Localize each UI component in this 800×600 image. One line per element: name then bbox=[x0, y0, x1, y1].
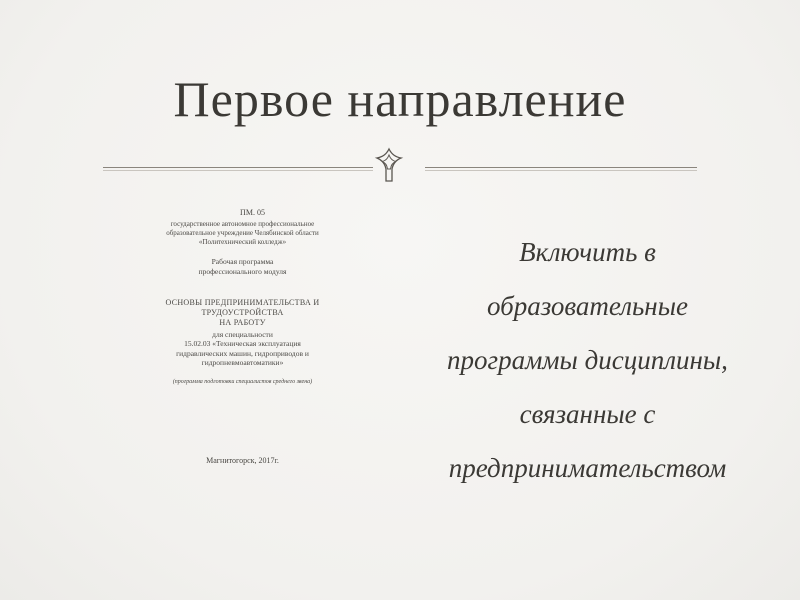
module-line: ТРУДОУСТРОЙСТВА bbox=[201, 308, 284, 317]
spec-line: 15.02.03 «Техническая эксплуатация bbox=[184, 339, 301, 349]
divider-right bbox=[425, 167, 697, 168]
recommendation-text bbox=[405, 225, 770, 495]
recommendation-line: образовательные bbox=[487, 291, 688, 321]
module-line: НА РАБОТУ bbox=[219, 318, 266, 327]
module-line: ОСНОВЫ ПРЕДПРИНИМАТЕЛЬСТВА И bbox=[165, 298, 320, 307]
recommendation-line: связанные с bbox=[519, 399, 656, 429]
recommendation-line: предпринимательством bbox=[448, 453, 727, 483]
recommendation-line: Включить в bbox=[519, 237, 656, 267]
module-title bbox=[105, 298, 380, 328]
divider-left bbox=[103, 167, 373, 168]
org-line: образовательное учреждение Челябинской области bbox=[166, 228, 319, 237]
program-line: Рабочая программа bbox=[211, 257, 274, 267]
spec-line: гидравлических машин, гидроприводов и bbox=[176, 348, 309, 358]
recommendation-line: программы дисциплины, bbox=[447, 345, 728, 375]
organization-text bbox=[105, 220, 380, 246]
city-year: Магнитогорск, 2017г. bbox=[206, 456, 279, 465]
program-note: (программа подготовки специалистов среднего звена) bbox=[172, 378, 313, 385]
org-line: государственное автономное профессиональное bbox=[170, 220, 315, 228]
specialty-text bbox=[105, 330, 380, 368]
ornament-icon bbox=[374, 145, 404, 185]
org-line: «Политехнический колледж» bbox=[198, 237, 287, 246]
document-thumbnail bbox=[105, 208, 380, 466]
spec-line: гидропневмоавтоматики» bbox=[201, 358, 284, 368]
slide-title: Первое направление bbox=[173, 71, 627, 127]
program-line: профессионального модуля bbox=[198, 266, 287, 276]
program-text bbox=[105, 257, 380, 276]
module-code: ПМ. 05 bbox=[240, 208, 265, 217]
spec-line: для специальности bbox=[212, 330, 273, 339]
